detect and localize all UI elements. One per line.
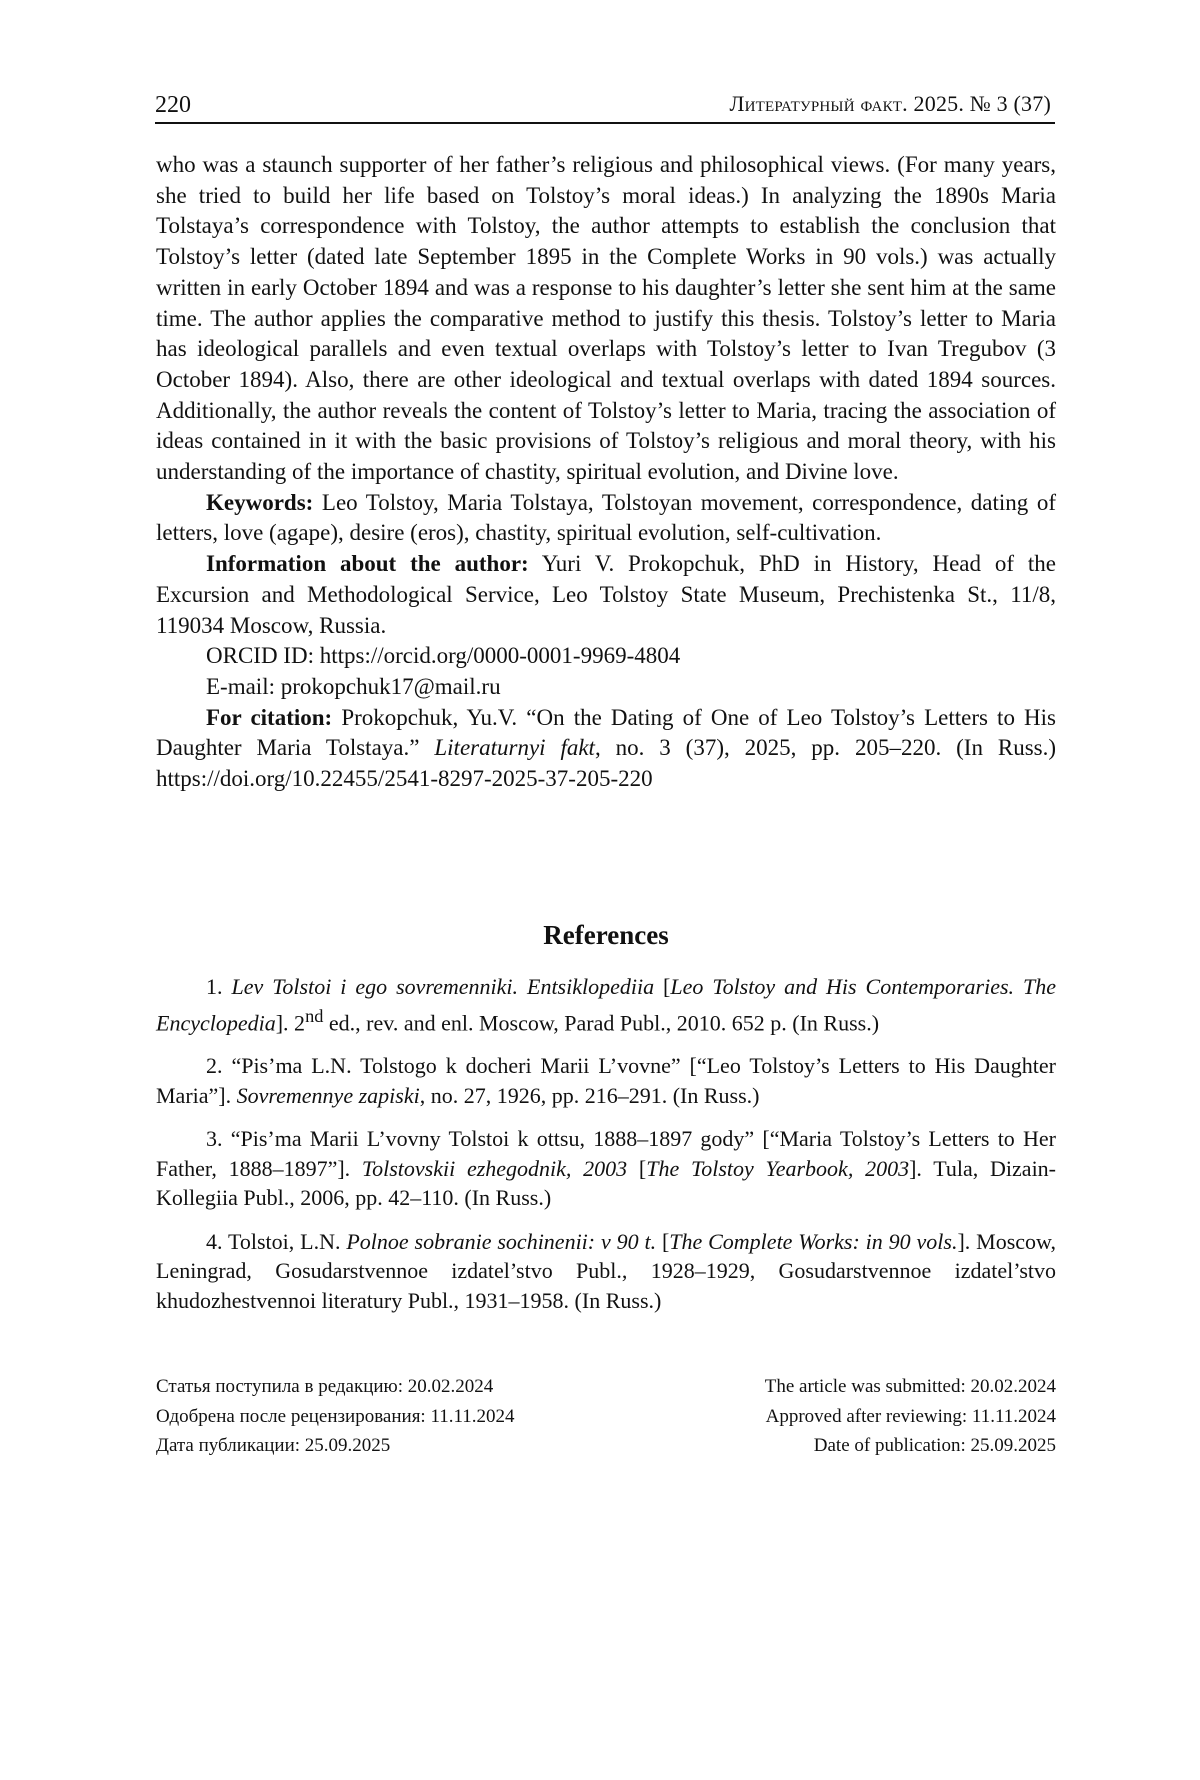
journal-running-head: Литературный факт. 2025. № 3 (37) — [729, 91, 1051, 116]
reference-number: 3. — [206, 1126, 223, 1152]
citation-journal: Literaturnyi fakt — [434, 735, 595, 761]
reference-item — [156, 1051, 1056, 1110]
reference-text: Tolstoi, L.N. — [227, 1228, 341, 1254]
date-approved-en: Approved after reviewing: 11.11.2024 — [765, 1405, 1056, 1427]
reference-rest: ed., rev. and enl. Moscow, Parad Publ., 2010. 652 p. (In Russ.) — [323, 1009, 880, 1035]
abstract-continuation: who was a staunch supporter of her father’s religious and philosophical views. (For many years, she tried to build her life based on Tolstoy’s moral ideas.) In analyzing the 1890s Maria Tolstaya’s correspondence with Tolstoy, the author attempts to establish the conclusion that Tolstoy’s letter (dated late September 1895 in the Complete Works in 90 vols.) was actually written in early October 1894 and was a response to his daughter’s letter she sent him at the same time. The author applies the comparative method to justify this thesis. Tolstoy’s letter to Maria has ideological parallels and even textual overlaps with Tolstoy’s letter to Ivan Tregubov (3 October 1894). Also, there are other ideological and textual overlaps with dated 1894 sources. Additionally, the author reveals the content of Tolstoy’s letter to Maria, tracing the association of ideas contained in it with the basic provisions of Tolstoy’s religious and moral theory, with his understanding of the importance of chastity, spiritual evolution, and Divine love. — [156, 152, 1056, 485]
references-heading: References — [543, 920, 669, 950]
reference-bracket: [ — [656, 1228, 670, 1254]
date-row-submitted — [156, 1372, 1056, 1402]
reference-journal: Tolstovskii ezhegodnik, 2003 — [361, 1155, 628, 1181]
reference-superscript: nd — [305, 1005, 324, 1026]
date-row-approved — [156, 1402, 1056, 1432]
keywords-label: Keywords: — [206, 489, 314, 515]
reference-text: “Pis’ma Marii L’vovny Tolstoi k ottsu, 1888–1897 gody” [“Maria Tolstoy’s Letters to Her Father, 1888–1897”]. — [156, 1126, 1056, 1181]
references-list — [156, 972, 1056, 1329]
date-approved-ru: Одобрена после рецензирования: 11.11.2024 — [156, 1405, 515, 1427]
keywords-paragraph — [156, 488, 1056, 549]
citation-text-after: , no. 3 (37), 2025, pp. 205–220. (In Russ.) https://doi.org/10.22455/2541-8297-2025-37-205-220 — [156, 735, 1057, 792]
page-header — [155, 88, 1055, 124]
citation-label: For citation: — [206, 704, 333, 730]
email-line: E-mail: prokopchuk17@mail.ru — [206, 673, 501, 699]
reference-bracket: [ — [654, 974, 671, 999]
citation-paragraph — [156, 703, 1056, 795]
reference-text: “Pis’ma L.N. Tolstogo k docheri Marii L’vovne” [“Leo Tolstoy’s Letters to His Daughter Maria”]. — [156, 1053, 1057, 1108]
citation-text: Prokopchuk, Yu.V. “On the Dating of One of Leo Tolstoy’s Letters to His Daughter Maria Tolstaya.” — [156, 704, 1056, 761]
author-info-text: Yuri V. Prokopchuk, PhD in History, Head of the Excursion and Methodological Service, Leo Tolstoy State Museum, Prechistenka St., 11/8, 119034 Moscow, Russia. — [156, 551, 1056, 638]
author-info-paragraph — [156, 549, 1056, 641]
reference-rest: ]. Tula, Dizain-Kollegiia Publ., 2006, pp. 42–110. (In Russ.) — [156, 1155, 1057, 1211]
reference-item — [156, 1124, 1056, 1213]
reference-number: 2. — [206, 1053, 223, 1079]
author-info-label: Information about the author: — [206, 551, 529, 577]
date-published-en: Date of publication: 25.09.2025 — [813, 1435, 1056, 1456]
keywords-text: Leo Tolstoy, Maria Tolstaya, Tolstoyan movement, correspondence, dating of letters, love (agape), desire (eros), chastity, spiritual evolution, self-cultivation. — [156, 489, 1056, 546]
date-published-ru: Дата публикации: 25.09.2025 — [156, 1435, 391, 1456]
reference-rest: , no. 27, 1926, pp. 216–291. (In Russ.) — [419, 1082, 760, 1108]
publication-dates — [156, 1372, 1056, 1461]
date-row-published — [156, 1431, 1056, 1461]
reference-translation: Leo Tolstoy and His Contemporaries. The Encyclopedia — [156, 974, 1057, 1035]
reference-bracket-close: ]. 2 — [275, 1009, 306, 1035]
reference-bracket: [ — [627, 1155, 647, 1181]
page-number: 220 — [155, 92, 191, 118]
reference-rest: ]. Moscow, Leningrad, Gosudarstvennoe izdatel’stvo Publ., 1928–1929, Gosudarstvennoe izdatel’stvo khudozhestvennoi literatury Publ., 1931–1958. (In Russ.) — [156, 1228, 1056, 1313]
reference-translation: The Complete Works: in 90 vols. — [669, 1228, 958, 1254]
reference-title: Lev Tolstoi i ego sovremenniki. Entsiklopediia — [231, 974, 655, 999]
orcid-line: ORCID ID: https://orcid.org/0000-0001-9969-4804 — [206, 643, 681, 669]
reference-number: 4. — [206, 1228, 223, 1254]
date-submitted-en: The article was submitted: 20.02.2024 — [764, 1376, 1056, 1397]
reference-number: 1. — [206, 974, 223, 999]
reference-translation: The Tolstoy Yearbook, 2003 — [646, 1155, 910, 1181]
reference-item — [156, 972, 1056, 1037]
date-submitted-ru: Статья поступила в редакцию: 20.02.2024 — [156, 1376, 494, 1397]
reference-journal: Sovremennye zapiski — [236, 1082, 420, 1108]
reference-title: Polnoe sobranie sochinenii: v 90 t. — [346, 1228, 657, 1254]
article-metadata — [156, 150, 1056, 795]
reference-item — [156, 1227, 1056, 1316]
